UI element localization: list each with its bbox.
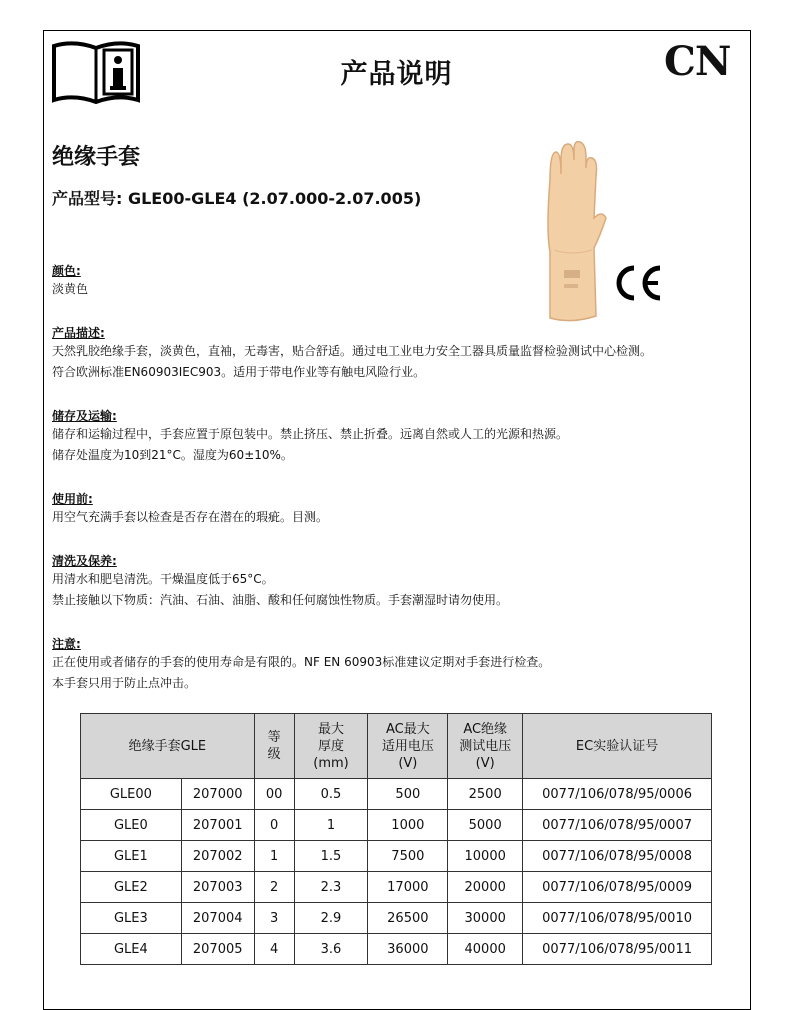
table-row bbox=[81, 810, 712, 841]
before-use-heading: 使用前: bbox=[52, 492, 93, 506]
description-text bbox=[52, 341, 652, 383]
glove-image bbox=[536, 140, 608, 325]
table-row bbox=[81, 872, 712, 903]
specification-table bbox=[80, 713, 712, 965]
text-line: 用空气充满手套以检查是否存在潜在的瑕疵。目测。 bbox=[52, 510, 329, 524]
document-title: 产品说明 bbox=[340, 59, 453, 90]
col-header-thickness: 最大 厚度 (mm) bbox=[294, 714, 368, 779]
cell-class: 0 bbox=[254, 810, 294, 841]
cell-class: 4 bbox=[254, 934, 294, 965]
cell-ec-cert: 0077/106/078/95/0011 bbox=[523, 934, 712, 965]
text-line: 禁止接触以下物质：汽油、石油、油脂、酸和任何腐蚀性物质。手套潮湿时请勿使用。 bbox=[52, 593, 509, 607]
text-line: 用清水和肥皂清洗。干燥温度低于65°C。 bbox=[52, 572, 274, 586]
notice-text bbox=[52, 652, 550, 694]
storage-heading: 储存及运输: bbox=[52, 409, 117, 423]
cell-max-voltage: 500 bbox=[368, 779, 448, 810]
language-code: CN bbox=[664, 38, 731, 85]
product-name: 绝缘手套 bbox=[52, 145, 141, 170]
cell-code: 207003 bbox=[181, 872, 254, 903]
cell-test-voltage: 10000 bbox=[448, 841, 523, 872]
cell-model: GLE2 bbox=[81, 872, 182, 903]
col-header-class: 等 级 bbox=[254, 714, 294, 779]
cell-class: 00 bbox=[254, 779, 294, 810]
text-line: 储存和运输过程中，手套应置于原包装中。禁止挤压、禁止折叠。远离自然或人工的光源和热源。 bbox=[52, 427, 569, 441]
cell-thickness: 1.5 bbox=[294, 841, 368, 872]
text-line: 符合欧洲标准EN60903IEC903。适用于带电作业等有触电风险行业。 bbox=[52, 365, 426, 379]
cell-code: 207004 bbox=[181, 903, 254, 934]
cell-ec-cert: 0077/106/078/95/0009 bbox=[523, 872, 712, 903]
color-text bbox=[52, 279, 88, 300]
cell-thickness: 2.3 bbox=[294, 872, 368, 903]
cell-test-voltage: 40000 bbox=[448, 934, 523, 965]
cell-model: GLE0 bbox=[81, 810, 182, 841]
cell-model: GLE3 bbox=[81, 903, 182, 934]
cell-test-voltage: 30000 bbox=[448, 903, 523, 934]
cell-ec-cert: 0077/106/078/95/0007 bbox=[523, 810, 712, 841]
cell-max-voltage: 1000 bbox=[368, 810, 448, 841]
cell-model: GLE00 bbox=[81, 779, 182, 810]
cell-test-voltage: 20000 bbox=[448, 872, 523, 903]
col-header-ec-cert: EC实验认证号 bbox=[523, 714, 712, 779]
before-use-text bbox=[52, 507, 328, 528]
cell-test-voltage: 5000 bbox=[448, 810, 523, 841]
cell-code: 207005 bbox=[181, 934, 254, 965]
cell-thickness: 3.6 bbox=[294, 934, 368, 965]
cell-code: 207000 bbox=[181, 779, 254, 810]
cell-code: 207001 bbox=[181, 810, 254, 841]
col-header-test-voltage: AC绝缘 测试电压 (V) bbox=[448, 714, 523, 779]
color-heading: 颜色: bbox=[52, 264, 81, 278]
table-header-row bbox=[81, 714, 712, 779]
col-header-model: 绝缘手套GLE bbox=[81, 714, 255, 779]
text-line: 淡黄色 bbox=[52, 282, 89, 296]
table-row bbox=[81, 903, 712, 934]
text-line: 本手套只用于防止点冲击。 bbox=[52, 676, 197, 690]
cell-class: 2 bbox=[254, 872, 294, 903]
cell-model: GLE1 bbox=[81, 841, 182, 872]
cell-test-voltage: 2500 bbox=[448, 779, 523, 810]
cell-max-voltage: 26500 bbox=[368, 903, 448, 934]
cleaning-text bbox=[52, 569, 508, 611]
cell-ec-cert: 0077/106/078/95/0010 bbox=[523, 903, 712, 934]
text-line: 正在使用或者储存的手套的使用寿命是有限的。NF EN 60903标准建议定期对手套进行检查。 bbox=[52, 655, 551, 669]
text-line: 天然乳胶绝缘手套，淡黄色，直袖，无毒害，贴合舒适。通过电工业电力安全工器具质量监督检验测试中心检测。 bbox=[52, 344, 653, 358]
cleaning-heading: 清洗及保养: bbox=[52, 554, 117, 568]
table-row bbox=[81, 934, 712, 965]
cell-max-voltage: 17000 bbox=[368, 872, 448, 903]
table-row bbox=[81, 779, 712, 810]
product-model: 产品型号: GLE00-GLE4 (2.07.000-2.07.005) bbox=[52, 189, 422, 208]
cell-code: 207002 bbox=[181, 841, 254, 872]
table-row bbox=[81, 841, 712, 872]
ce-mark-icon bbox=[612, 263, 664, 303]
cell-thickness: 0.5 bbox=[294, 779, 368, 810]
cell-class: 3 bbox=[254, 903, 294, 934]
cell-class: 1 bbox=[254, 841, 294, 872]
col-header-max-voltage: AC最大 适用电压 (V) bbox=[368, 714, 448, 779]
notice-heading: 注意: bbox=[52, 637, 81, 651]
cell-model: GLE4 bbox=[81, 934, 182, 965]
cell-thickness: 2.9 bbox=[294, 903, 368, 934]
cell-ec-cert: 0077/106/078/95/0008 bbox=[523, 841, 712, 872]
description-heading: 产品描述: bbox=[52, 326, 105, 340]
cell-thickness: 1 bbox=[294, 810, 368, 841]
storage-text bbox=[52, 424, 568, 466]
cell-max-voltage: 7500 bbox=[368, 841, 448, 872]
text-line: 储存处温度为10到21°C。湿度为60±10%。 bbox=[52, 448, 293, 462]
cell-ec-cert: 0077/106/078/95/0006 bbox=[523, 779, 712, 810]
cell-max-voltage: 36000 bbox=[368, 934, 448, 965]
